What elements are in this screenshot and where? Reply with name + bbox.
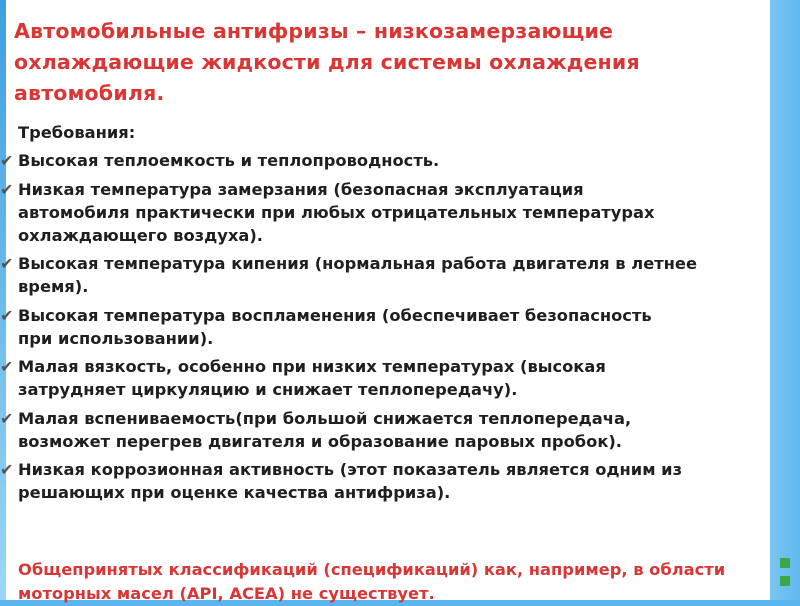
requirements-heading: Требования: [18, 123, 136, 142]
checkmark-icon: ✔ [0, 254, 14, 273]
list-item [0, 178, 800, 247]
checkmark-icon: ✔ [0, 357, 14, 376]
list-item [0, 149, 800, 172]
decorative-square [780, 558, 790, 568]
list-item [0, 252, 800, 298]
footer-note: Общепринятых классификаций (спецификаций) как, например, в области моторных масел (API, ACEA) не существует. [18, 560, 726, 603]
checkmark-icon: ✔ [0, 408, 14, 428]
list-item [0, 407, 800, 453]
checkmark-icon: ✔ [0, 460, 14, 479]
requirements-list [0, 149, 800, 510]
list-item-text: Высокая температура кипения (нормальная работа двигателя в летнее время). [18, 254, 698, 296]
decorative-square [780, 576, 790, 586]
slide-title: Автомобильные антифризы – низкозамерзающие охлаждающие жидкости для системы охлаждения автомобиля. [14, 19, 640, 105]
list-item-text: Высокая теплоемкость и теплопроводность. [18, 151, 440, 170]
list-item [0, 304, 800, 350]
checkmark-icon: ✔ [0, 179, 14, 199]
list-item-text: Низкая коррозионная активность (этот показатель является одним из решающих при оценке качества антифриза). [18, 460, 683, 502]
checkmark-icon: ✔ [0, 305, 14, 325]
list-item-text: Малая вязкость, особенно при низких температурах (высокая затрудняет циркуляцию и снижает теплопередачу). [18, 357, 606, 399]
list-item-text: Низкая температура замерзания (безопасная эксплуатация автомобиля практически при любых отрицательных температурах охлаждающего воздуха). [18, 179, 655, 245]
list-item-text: Малая вспениваемость(при большой снижается теплопередача, возможет перегрев двигателя и образование паровых пробок). [18, 408, 632, 451]
list-item [0, 355, 800, 401]
checkmark-icon: ✔ [0, 151, 14, 170]
list-item [0, 458, 800, 504]
list-item-text: Высокая температура воспламенения (обеспечивает безопасность при использовании). [18, 305, 652, 348]
